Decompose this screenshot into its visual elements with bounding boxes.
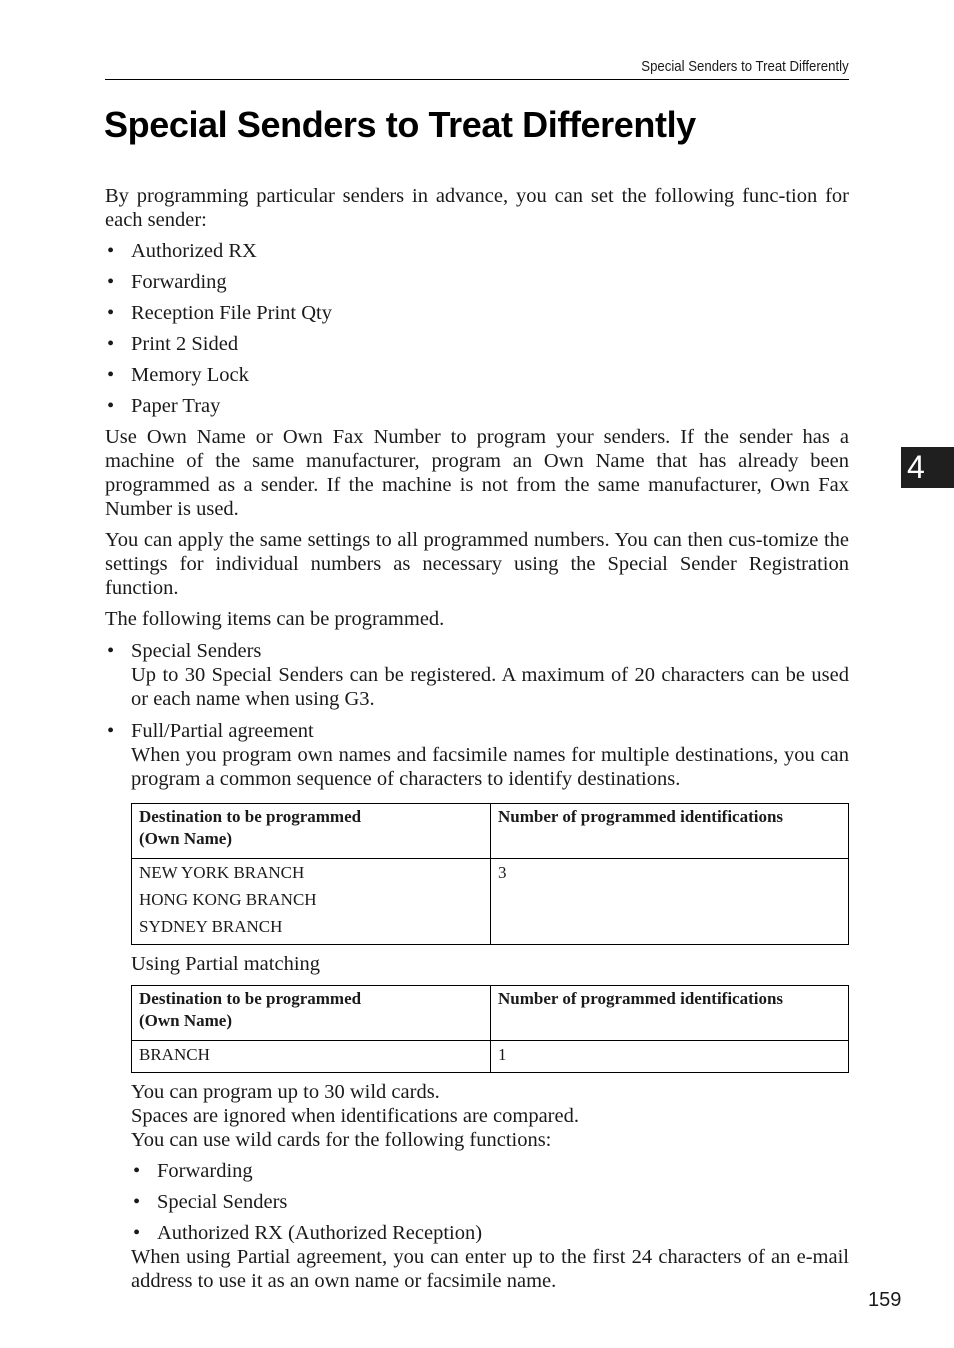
- items-paragraph: The following items can be programmed.: [105, 608, 445, 630]
- table-header-destination: [132, 986, 491, 1041]
- list-item: • Reception File Print Qty: [105, 301, 849, 325]
- items-list: [105, 639, 849, 791]
- running-header: [105, 57, 849, 80]
- list-item: • Authorized RX (Authorized Reception): [131, 1221, 849, 1245]
- note-line: You can use wild cards for the following functions:: [131, 1129, 552, 1151]
- table-row: BRANCH: [139, 1045, 210, 1064]
- list-item: • Forwarding: [105, 270, 849, 294]
- list-item: • Special Senders: [131, 1190, 849, 1214]
- list-item: • Print 2 Sided: [105, 332, 849, 356]
- table-row: SYDNEY BRANCH: [139, 917, 283, 936]
- wild-card-notes: [131, 1080, 849, 1152]
- header-line: (Own Name): [139, 1011, 233, 1030]
- count-value: 1: [498, 1045, 507, 1064]
- table-cell-count: [491, 1041, 849, 1073]
- table-header-destination: [132, 804, 491, 859]
- note-line: You can program up to 30 wild cards.: [131, 1081, 440, 1103]
- functions-list: [105, 239, 849, 418]
- item-label: • Full/Partial agreement: [131, 720, 314, 742]
- table-header-count: Number of programmed identifications: [491, 804, 849, 859]
- list-item: • Authorized RX: [105, 239, 849, 263]
- list-item-full-partial: [105, 719, 849, 791]
- partial-matching-table: [131, 985, 849, 1073]
- email-note: When using Partial agreement, you can enter up to the first 24 characters of an e-mail address to use it as an own name or facsimile name.: [131, 1246, 849, 1292]
- item-description: Up to 30 Special Senders can be registered. A maximum of 20 characters can be used or each name when using G3.: [131, 664, 849, 710]
- table-cell-destination: [132, 1041, 491, 1073]
- table-row: HONG KONG BRANCH: [139, 890, 317, 909]
- item-label: • Special Senders: [131, 640, 262, 662]
- chapter-tab: 4: [901, 447, 954, 488]
- table-cell-count: [491, 859, 849, 945]
- list-item-special-senders: [105, 639, 849, 711]
- table-header-count: Number of programmed identifications: [491, 986, 849, 1041]
- full-matching-table: [131, 803, 849, 945]
- page-title: Special Senders to Treat Differently: [104, 104, 696, 145]
- note-line: Spaces are ignored when identifications are compared.: [131, 1105, 579, 1127]
- page-number: 159: [868, 1289, 902, 1311]
- list-item: • Paper Tray: [105, 394, 849, 418]
- table-cell-destinations: [132, 859, 491, 945]
- table-row: NEW YORK BRANCH: [139, 863, 305, 882]
- header-line: (Own Name): [139, 829, 233, 848]
- item-description: When you program own names and facsimile names for multiple destinations, you can program a common sequence of characters to identify destinations.: [131, 744, 849, 790]
- list-item: • Memory Lock: [105, 363, 849, 387]
- intro-paragraph: By programming particular senders in advance, you can set the following func-tion for each sender:: [105, 185, 849, 231]
- wild-card-functions-list: [131, 1159, 849, 1245]
- list-item: • Forwarding: [131, 1159, 849, 1183]
- header-line: Destination to be programmed: [139, 989, 362, 1008]
- partial-matching-caption: Using Partial matching: [131, 953, 321, 975]
- own-name-paragraph: Use Own Name or Own Fax Number to program your senders. If the sender has a machine of the same manufacturer, program an Own Name that has already been programmed as a sender. If the machine is not from the same manufacturer, Own Fax Number is used.: [105, 426, 849, 520]
- running-header-title: Special Senders to Treat Differently: [641, 58, 849, 75]
- apply-settings-paragraph: You can apply the same settings to all programmed numbers. You can then cus-tomize the settings for individual numbers as necessary using the Special Sender Registration function.: [105, 529, 849, 599]
- count-value: 3: [498, 863, 507, 882]
- header-line: Destination to be programmed: [139, 807, 362, 826]
- page-body: [105, 184, 849, 1300]
